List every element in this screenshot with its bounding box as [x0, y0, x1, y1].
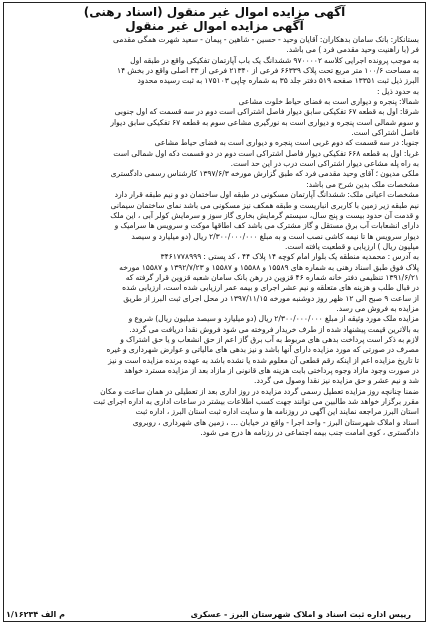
- notice-line: به حدود ذیل :: [376, 86, 419, 96]
- notice-line: و سوم شمالی است پنجره و دیواری است به نورگیری مشاعی سوم به قطعه ۶۷ تفکیکی سابق دیوار: [110, 117, 419, 127]
- notice-line: شد و نیم عشر و حق مزایده نیز نقدا وصول می گردد.: [254, 376, 419, 386]
- notice-line: اسناد و املاک شهرستان البرز - واحد اجرا - واقع در خیابان ... ، زمین های شهرداری ، روبروی: [132, 417, 419, 427]
- notice-line: مشخصات ملک بدین شرح می باشد:: [306, 179, 419, 189]
- notice-line: مصرف در صورتی که مورد مزایده دارای آنها باشد و نیز بدهی های مالیاتی و عوارض شهرداری و غیره: [106, 345, 419, 355]
- notice-line: شمالا: پنجره و دیواری است به فضای حیاط خلوت مشاعی: [238, 97, 419, 107]
- notice-line: جنوبا: در سه قسمت که دوم غربی است پنجره و دیواری است به فضای حیاط مشاعی: [154, 138, 419, 148]
- notice-line: ۱۳۹۱/۶/۲۱ تنظیمی دفتر خانه شماره ۴۶ قزوین در رهن بانک سامان شعبه قزوین قرار گرفته که: [125, 272, 419, 282]
- notice-line: بستانکار: بانک سامان بدهکاران: آقایان وحید - حسین - شاهین - پیمان - سعید شهرت همگی مقدمی: [112, 35, 419, 44]
- notice-line: فاصل اشتراکی است.: [351, 128, 419, 138]
- notice-line: به بالاترین قیمت پیشنهاد شده از طرف خریدار فروخته می شود فروش نقدا دریافت می گردد.: [129, 324, 419, 334]
- notice-line: مزایده ملک مورد وثیقه از مبلغ ۲/۳۰۰/۰۰۰/۰۰۰ ریال (دو میلیارد و سیصد میلیون ریال) شروع و: [128, 314, 419, 324]
- notice-line: دارای انشعابات آب برق مستقل و گاز مشترک می باشد کف اطاقها موکت و سرویس ها سرامیک و: [114, 221, 419, 231]
- notice-line: میلیون ریال ) ارزیابی و قطعیت یافته است.: [284, 241, 419, 251]
- notice-line: و قدمت آن حدود بیست و پنج سال، سیستم گرمایش بخاری گاز سوز و سرمایش کولر آبی ، این ملک: [110, 210, 419, 220]
- notice-line: از ساعت ۹ صبح الی ۱۲ ظهر روز دوشنبه مورخه ۱۳۹۷/۱۱/۱۵ در محل اجرای ثبت البرز از طریق: [123, 293, 419, 303]
- notice-line: پلاک فوق طبق اسناد رهنی به شماره های ۱۵۵۸۹ و ۱۵۵۸۸ و ۱۵۵۸۷ و ۱۳۹۲/۷/۲۳ و ۱۵۵۸۷ مورخه: [119, 262, 419, 272]
- notice-line: مشخصات اعیانی ملک: ششدانگ آپارتمان مسکونی در طبقه اول ساختمان دو و نیم طبقه قرار دارد: [114, 190, 419, 200]
- notice-line: غربا: اول به قطعه ۶۶۸ تفکیکی دیوار فاصل اشتراکی است دوم در دو قسمت دکه اول شمالی است: [113, 148, 419, 158]
- notice-line: شرقا: اول به قطعه ۶۷ تفکیکی سابق دیوار فاصل اشتراکی است دوم در سه قسمت که اول جنوبی: [114, 107, 419, 117]
- notice-subtitle: آگهی مزایده اموال غیر منقول: [125, 19, 304, 33]
- notice-line: به راه پله مشاعی دیوار اشتراکی است درب در این حد است.: [230, 159, 419, 169]
- notice-line: دادگستری ، کوی امامت جنب بیمه اجتماعی در رزنامه ها درج می شود.: [200, 428, 419, 438]
- notice-line: ملکی مدیون ؛ آقای وحید مقدمی فرد که طبق گزارش مورخه ۱۳۹۷/۶/۳ کارشناس رسمی دادگستری: [110, 169, 419, 179]
- notice-body: [10, 35, 419, 438]
- notice-line: نیم طبقه زیر زمین با کاربری انباریست و طبقه همکف نیز مسکونی می باشد نمای ساختمان سیمانی: [110, 200, 419, 210]
- notice-line: به مساحت ۱۰۰/۶ متر مربع تحت پلاک ۶۶۳۳۹ فرعی از ۲۱۳۴۰ فرعی از ۳۳ اصلی واقع در بخش ۱۴: [116, 66, 419, 76]
- notice-line: البرز ذیل ثبت ۱۳۳۵۱ صفحه ۵۱۹ دفتر جلد ۳۵ به شماره چاپی ۱۷۵۱۰۳ به ثبت رسیده محدود: [137, 76, 419, 86]
- notice-line: تا تاریخ مزایده اعم از اینکه رقم قطعی آن معلوم شده یا نشده باشد به عهده برنده مزایده است و نیز: [108, 355, 419, 365]
- notice-header: [6, 5, 423, 33]
- notice-line: در قبال طلب و هزینه های متعلقه و نیم عشر اجرای و بیمه عمر ارزیابی شده است، ارزیابی شده: [122, 283, 419, 293]
- notice-line: ضمنا چنانچه روز مزایده تعطیل رسمی گردد مزایده در روز اداری بعد از تعطیلی در همان ساعت و مکان: [100, 386, 419, 396]
- reference-number: ۱/۱۶۲۳۴ م الف: [6, 610, 65, 619]
- notice-line: فر (با راهنیت وحید مقدمی فرد ) می باشد.: [286, 45, 419, 55]
- notice-line: دیوار سرویس ها تا نیمه کاشی نصب است و به مبلغ ۲/۳۰۰/۰۰۰/۰۰۰ ریال (دو میلیارد و سیصد: [131, 231, 419, 241]
- notice-line: مزایده به فروش می رسد.: [336, 303, 419, 313]
- notice-line: لازم به ذکر است پرداخت بدهی های مربوط به آب برق گاز اعم از حق انشعاب و یا حق اشتراک و: [120, 334, 419, 344]
- notice-title: آگهی مزایده اموال غیر منقول (اسناد رهنی): [83, 5, 346, 19]
- signature-line: رییس اداره ثبت اسناد و املاک شهرستان البرز - عسکری: [190, 610, 411, 619]
- notice-line: در صورت وجود مازاد وجوه پرداختی بابت هزینه های قانونی از مازاد بعد از مزایده مسترد خواهد: [124, 366, 419, 375]
- notice-line: به آدرس : محمدیه منطقه یک بلوار امام کوچه ۱۴ پلاک ۴۴ ، کد پستی : ۳۴۶۱۷۷۸۹۹۹: [160, 252, 419, 262]
- notice-line: استان البرز مراجعه نمایند این آگهی در روزنامه ها و سایت اداره ثبت استان البرز ، اداره ثبت: [135, 407, 419, 417]
- notice-line: به موجب پرونده اجرایی کلاسه ۹۷۰۰۰۰۲ ششدانگ یک باب آپارتمان تفکیکی واقع در طبقه اول: [130, 55, 419, 65]
- notice-line: مقرر برگزار خواهد شد طالبین می توانند جهت کسب اطلاعات بیشتر در ساعات اداری به اداره اجرای ثبت: [93, 397, 419, 407]
